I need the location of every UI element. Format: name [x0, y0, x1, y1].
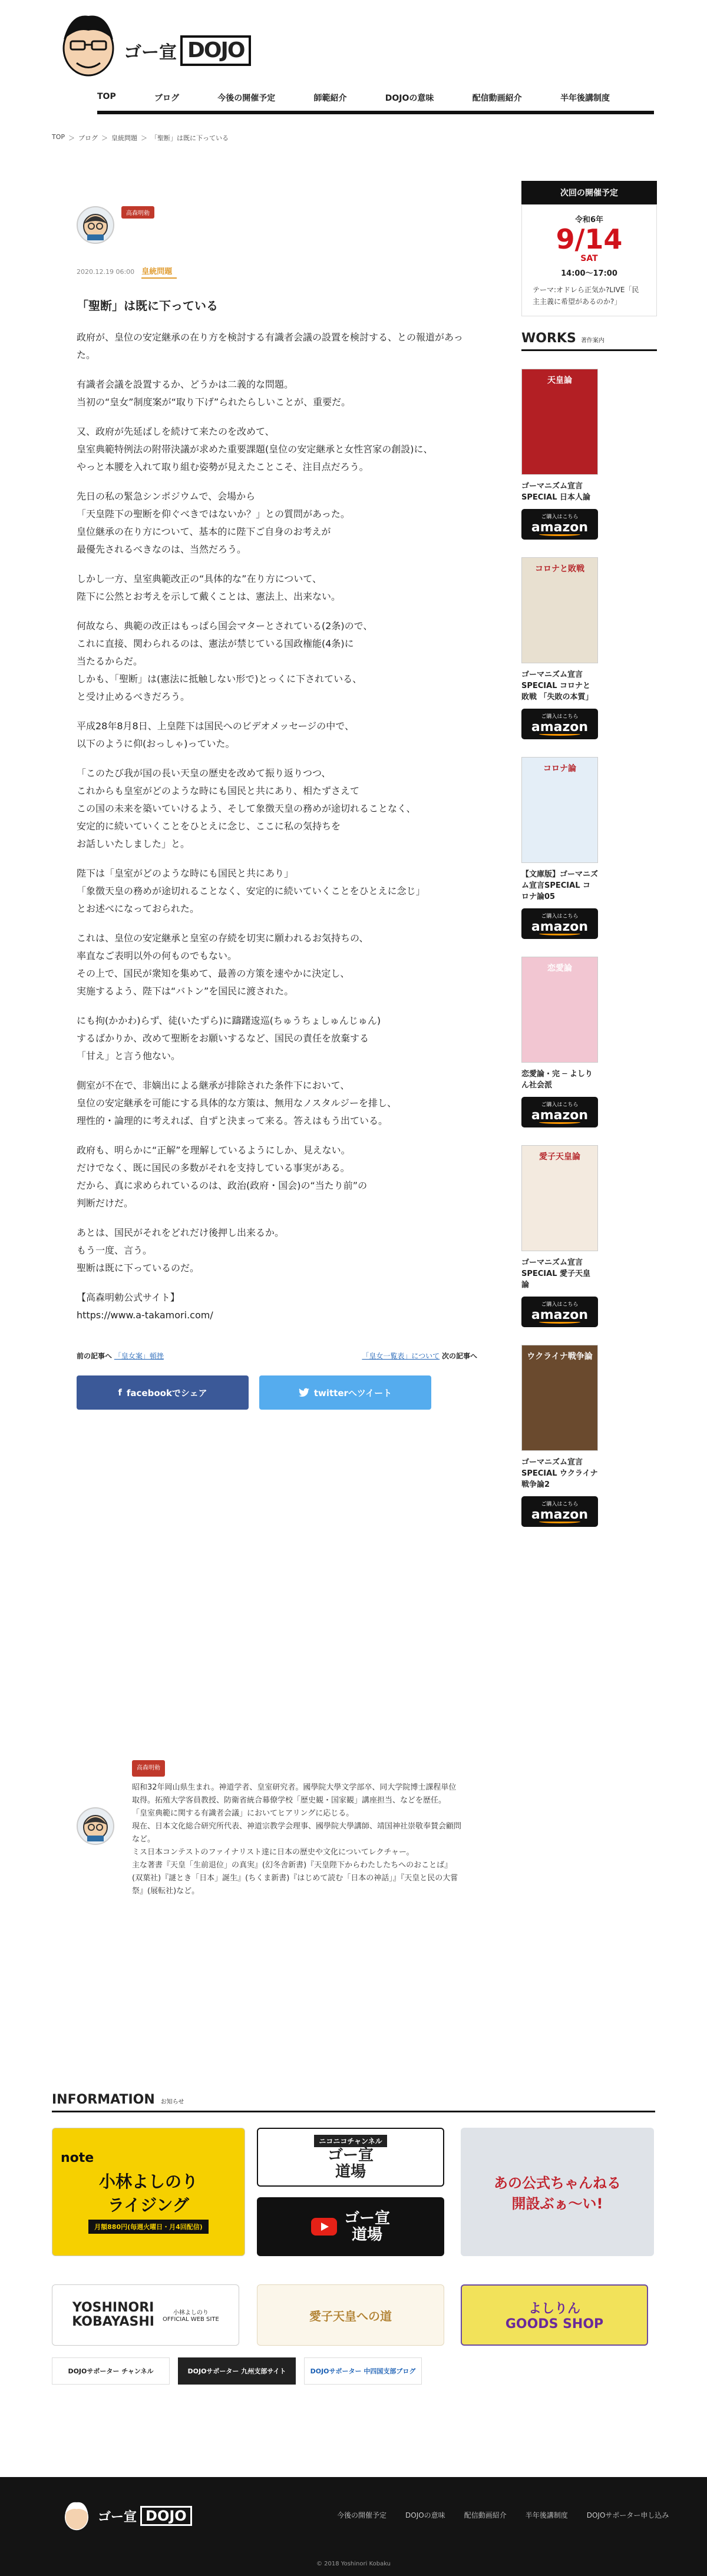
- book-item[interactable]: [521, 957, 598, 1127]
- amazon-label: amazon: [531, 1507, 589, 1522]
- breadcrumb-sep: ＞: [141, 134, 148, 142]
- breadcrumb-sep: ＞: [68, 134, 75, 142]
- site-footer: [0, 2477, 707, 2576]
- breadcrumb: [52, 133, 229, 143]
- twitter-share-label: twitterへツイート: [313, 1387, 392, 1398]
- article: [77, 206, 477, 1410]
- book-item[interactable]: [521, 757, 598, 939]
- paragraph: 又、政府が先延ばしを続けて来たのを改めて、 皇室典範特例法の附帯決議が求めた重要課題(皇位の安定継承と女性宮家の創設)に、 やっと本腰を入れて取り組む姿勢が見えたことこそ、注目点だろう。: [77, 426, 433, 472]
- footer-logo-box: DOJO: [140, 2506, 192, 2526]
- information-title: INFORMATION: [52, 2092, 155, 2107]
- post-body: [77, 329, 477, 1324]
- footer-nav-program[interactable]: 半年後講制度: [525, 2511, 568, 2519]
- nav-program[interactable]: 半年後講制度: [560, 94, 610, 103]
- event-time: 14:00〜17:00: [561, 269, 617, 278]
- note-banner[interactable]: [52, 2128, 245, 2256]
- goods-shop-banner[interactable]: [461, 2284, 648, 2346]
- author-bio: 昭和32年岡山県生まれ。神道学者、皇室研究者。國學院大學文学部卒、同大学院博士課程単位取得。拓殖大学客員教授、防衛省統合幕僚学校「歴史観・国家観」講座担当、などを歴任。 「皇室典範に関する有識者会議」においてヒアリングに応じる。 現在、日本文化総合研究所代表、神道宗教学会理事、國學院大學講師、靖国神社崇敬奉賛会顧問など。 ミス日本コンテストのファイナリスト達に日本の歴史や文化についてレクチャー。 主な著書『天皇「生前退位」の真実』(幻冬舎新書)『天皇陛下からわたしたちへのおことば』(双葉社)『謎とき「日本」誕生』(ちくま新書)『はじめて読む「日本の神話」』『天皇と民の大嘗祭』(展転社)など。: [132, 1783, 462, 1896]
- next-event-box[interactable]: [521, 204, 657, 316]
- book-item[interactable]: [521, 1145, 598, 1327]
- book-cover[interactable]: [521, 757, 598, 863]
- paragraph: 何故なら、典範の改正はもっぱら国会マターとされている(2条)ので、 これに直接、関わられるのは、憲法が禁じている国政権能(4条)に 当たるからだ。 しかも、「聖断」は(憲法に抵触しない形で)とっくに下されている、 と受け止めるべきだろう。: [77, 620, 373, 702]
- paragraph: 政府も、明らかに“正解”を理解しているようにしか、見えない。 だけでなく、既に国民の多数がそれを支持している事実がある。 だから、真に求められているのは、政治(政府・国会)の“当たり前”の 判断だけだ。: [77, 1145, 368, 1209]
- footer-logo-text: ゴー宣: [98, 2509, 137, 2525]
- next-event-heading: 次回の開催予定: [521, 181, 657, 204]
- book-cover-title: コロナ論: [543, 764, 576, 773]
- book-title: ゴーマニズム宣言SPECIAL ウクライナ戦争論2: [521, 1458, 598, 1489]
- aiko-banner[interactable]: [257, 2284, 444, 2346]
- amazon-label: amazon: [531, 1308, 589, 1322]
- nav-instructors[interactable]: 師範紹介: [313, 94, 347, 103]
- amazon-small: ご購入はこちら: [541, 1302, 579, 1308]
- goods-shop-text: よしりん GOODS SHOP: [505, 2301, 604, 2332]
- paragraph: にも拘(かかわ)らず、徒(いたずら)に躊躇逡巡(ちゅうちょしゅんじゅん) するばかりか、改めて聖断をお願いするなど、国民の責任を放棄する 「甘え」と言う他ない。: [77, 1015, 381, 1062]
- paragraph: 先日の私の緊急シンポジウムで、会場から 「天皇陛下の聖断を仰ぐべきではないか？」との質問があった。 皇位継承の在り方について、基本的に陛下ご自身のお考えが 最優先されるべきなのは、当然だろう。: [77, 491, 350, 555]
- post-category[interactable]: 皇統問題: [141, 267, 173, 276]
- logo-box: DOJO: [180, 35, 251, 66]
- book-title: 【文庫版】ゴーマニズム宣言SPECIAL コロナ論05: [521, 870, 599, 901]
- paragraph: 政府が、皇位の安定継承の在り方を検討する有識者会議の設置を検討する、との報道があった。: [77, 332, 463, 361]
- amazon-label: amazon: [531, 720, 589, 735]
- footer-nav: [337, 2510, 669, 2520]
- book-item[interactable]: [521, 369, 598, 540]
- paragraph: 「このたび我が国の長い天皇の歴史を改めて振り返りつつ、 これからも皇室がどのような時にも国民と共にあり、相たずさえて この国の未来を築いていけるよう、そして象徴天皇の務めが途切れることなく、 安定的に続いていくことをひとえに念じ、ここに私の気持ちを お話しいたしました」と。: [77, 768, 416, 849]
- mascot-face-icon: [59, 2498, 94, 2534]
- information-section: [52, 2092, 655, 2385]
- author-name-badge[interactable]: 高森明勅: [132, 1760, 165, 1777]
- book-cover-title: コロナと敗戦: [535, 564, 584, 574]
- works-subtitle: 著作案内: [580, 338, 604, 344]
- copyright: © 2018 Yoshinori Kobaku: [316, 2561, 391, 2567]
- supporter-kyushu-text: DOJOサポーター 九州支部サイト: [187, 2367, 286, 2375]
- amazon-small: ご購入はこちら: [541, 914, 579, 920]
- information-subtitle: お知らせ: [160, 2099, 184, 2105]
- site-header: [0, 0, 707, 118]
- category-underline: [141, 277, 177, 279]
- paragraph: 平成28年8月8日、上皇陛下は国民へのビデオメッセージの中で、 以下のように仰(おっしゃ)っていた。: [77, 720, 354, 749]
- niconico-label: ニコニコチャンネル: [314, 2135, 386, 2147]
- paragraph: 側室が不在で、非嫡出による継承が排除された条件下において、 皇位の安定継承を可能にする具体的な方策は、無用なノスタルジーを排し、 理性的・論理的に考えれば、自ずと決まって来る。答えはもう出ている。: [77, 1080, 397, 1126]
- facebook-share-label: facebookでシェア: [126, 1387, 207, 1398]
- breadcrumb-current: 「聖断」は既に下っている: [151, 134, 229, 142]
- post-navigation: [77, 1351, 477, 1361]
- breadcrumb-sep: ＞: [101, 134, 108, 142]
- book-cover-title: 愛子天皇論: [539, 1152, 580, 1162]
- book-list: [521, 369, 657, 1527]
- nav-blog[interactable]: ブログ: [154, 94, 179, 103]
- footer-logo[interactable]: [59, 2498, 192, 2534]
- amazon-button[interactable]: [521, 509, 598, 540]
- amazon-button[interactable]: [521, 709, 598, 739]
- supporter-kyushu-link[interactable]: [178, 2357, 296, 2385]
- footer-nav-schedule[interactable]: 今後の開催予定: [337, 2511, 387, 2519]
- book-cover-title: 天皇論: [547, 376, 572, 385]
- book-cover[interactable]: [521, 557, 598, 663]
- twitter-bird-icon: [299, 1388, 309, 1397]
- breadcrumb-top[interactable]: TOP: [52, 133, 65, 141]
- book-cover[interactable]: [521, 369, 598, 475]
- works-title: WORKS: [521, 331, 576, 346]
- author-face-icon: [79, 209, 112, 242]
- amazon-arrow-icon: [539, 1520, 580, 1523]
- paragraph: しかし一方、皇室典範改正の“具体的な”在り方について、 陛下に公然とお考えを示して戴くことは、憲法上、出来ない。: [77, 573, 341, 602]
- logo-text: ゴー宣: [124, 42, 177, 63]
- author-avatar[interactable]: [77, 206, 114, 244]
- amazon-arrow-icon: [539, 533, 580, 536]
- amazon-button[interactable]: [521, 908, 598, 939]
- footer-nav-about[interactable]: DOJOの意味: [405, 2511, 445, 2519]
- amazon-arrow-icon: [539, 932, 580, 935]
- global-nav: [97, 88, 610, 107]
- amazon-small: ご購入はこちら: [541, 714, 579, 720]
- post-title: 「聖断」は既に下っている: [77, 299, 218, 313]
- book-title: 恋愛論・完 ─ よしりん社会派: [521, 1070, 593, 1090]
- supporter-channel-link[interactable]: [52, 2357, 170, 2385]
- nav-schedule[interactable]: 今後の開催予定: [217, 94, 276, 103]
- youtube-dojo-banner[interactable]: [257, 2197, 444, 2256]
- official-site-text: 小林よしのり OFFICIAL WEB SITE: [162, 2310, 219, 2323]
- amazon-button[interactable]: [521, 1097, 598, 1127]
- author-profile: [77, 1760, 477, 1898]
- nav-about[interactable]: DOJOの意味: [385, 94, 434, 103]
- niconico-dojo-banner[interactable]: [257, 2128, 444, 2187]
- dojo-logo-text: ゴー宣 道場: [327, 2146, 374, 2181]
- post-date: 2020.12.19 06:00: [77, 268, 135, 276]
- note-title: 小林よしのり ライジング: [98, 2171, 198, 2215]
- amazon-button[interactable]: [521, 1297, 598, 1327]
- amazon-button[interactable]: [521, 1496, 598, 1527]
- prev-post-link[interactable]: 「皇女案」頓挫: [114, 1352, 164, 1360]
- amazon-small: ご購入はこちら: [541, 1502, 579, 1507]
- amazon-label: amazon: [531, 1108, 589, 1123]
- paragraph: 【高森明勅公式サイト】 https://www.a-takamori.com/: [77, 1292, 213, 1321]
- author-badge[interactable]: 高森明勅: [121, 206, 154, 219]
- book-title: ゴーマニズム宣言SPECIAL 日本人論: [521, 482, 591, 502]
- note-price: 月額880円(毎週火曜日・月4回配信): [88, 2220, 209, 2234]
- nav-underline: [97, 111, 654, 114]
- supporter-chushikoku-link[interactable]: [304, 2357, 422, 2385]
- author-avatar-large[interactable]: [77, 1807, 114, 1845]
- event-theme: テーマ:オドレら正気か?LIVE「民主主義に希望があるのか?」: [533, 286, 639, 306]
- book-item[interactable]: [521, 1345, 598, 1527]
- yoshirin-channel-text: あの公式ちゃんねる 開設ぶぁ〜い!: [494, 2175, 621, 2212]
- supporter-chushikoku-text: DOJOサポーター 中四国支部ブログ: [310, 2367, 416, 2375]
- amazon-arrow-icon: [539, 1320, 580, 1324]
- prev-label: 前の記事へ: [77, 1352, 113, 1360]
- book-cover[interactable]: [521, 1145, 598, 1251]
- youtube-icon: [311, 2218, 337, 2236]
- breadcrumb-category[interactable]: 皇統問題: [111, 134, 138, 142]
- book-cover[interactable]: [521, 957, 598, 1063]
- book-title: ゴーマニズム宣言SPECIAL コロナと敗戦 「失敗の本質」: [521, 670, 593, 702]
- mascot-face-icon: [53, 7, 124, 84]
- note-logo: note: [61, 2150, 94, 2165]
- works-heading: [521, 331, 657, 351]
- amazon-small: ご購入はこちら: [541, 514, 579, 520]
- amazon-label: amazon: [531, 520, 589, 535]
- youtube-dojo-text: ゴー宣 道場: [343, 2210, 390, 2244]
- banner-grid: [52, 2128, 655, 2352]
- amazon-label: amazon: [531, 920, 589, 934]
- breadcrumb-blog[interactable]: ブログ: [78, 134, 98, 142]
- yoshinori-logo-text: YOSHINORI KOBAYASHI: [72, 2300, 154, 2329]
- event-weekday: SAT: [580, 254, 598, 263]
- aiko-banner-text: 愛子天皇への道: [309, 2309, 392, 2323]
- book-title: ゴーマニズム宣言SPECIAL 愛子天皇論: [521, 1258, 591, 1289]
- supporter-links: [52, 2357, 655, 2385]
- facebook-icon: f: [118, 1387, 122, 1398]
- book-item[interactable]: [521, 557, 598, 739]
- author-face-icon: [79, 1810, 112, 1843]
- paragraph: これは、皇位の安定継承と皇室の存続を切実に願われるお気持ちの、 率直なご表明以外の何ものでもない。 その上で、国民が衆知を集めて、最善の方策を速やかに決定し、 実施するよう、陛下は“バトン”を国民に渡された。: [77, 932, 369, 997]
- nav-top[interactable]: TOP: [97, 92, 116, 101]
- nav-videos[interactable]: 配信動画紹介: [472, 94, 522, 103]
- next-label: 次の記事へ: [441, 1352, 477, 1360]
- supporter-channel-text: DOJOサポーター チャンネル: [68, 2367, 154, 2375]
- amazon-arrow-icon: [539, 732, 580, 736]
- amazon-arrow-icon: [539, 1120, 580, 1124]
- book-cover[interactable]: [521, 1345, 598, 1451]
- paragraph: 陛下は「皇室がどのような時にも国民と共にあり」 「象徴天皇の務めが途切れることなく、安定的に続いていくことをひとえに念じ」 とお述べになっておられた。: [77, 868, 425, 914]
- event-date: 9/14: [556, 223, 623, 255]
- sidebar: [521, 181, 657, 1527]
- event-era: 令和6年: [574, 216, 604, 224]
- book-cover-title: ウクライナ戦争論: [527, 1352, 593, 1361]
- official-site-banner[interactable]: [52, 2284, 239, 2346]
- site-logo[interactable]: [53, 7, 253, 84]
- footer-nav-videos[interactable]: 配信動画紹介: [464, 2511, 507, 2519]
- book-cover-title: 恋愛論: [547, 964, 572, 973]
- facebook-share-button[interactable]: [77, 1375, 249, 1410]
- next-post-link[interactable]: 「皇女一覧表」について: [362, 1352, 440, 1360]
- yoshirin-channel-banner[interactable]: [461, 2128, 654, 2256]
- twitter-share-button[interactable]: [259, 1375, 431, 1410]
- paragraph: 有識者会議を設置するか、どうかは二義的な問題。 当初の“皇女”制度案が“取り下げ”られたらしいことが、重要だ。: [77, 379, 351, 408]
- amazon-small: ご購入はこちら: [541, 1102, 579, 1108]
- share-buttons: [77, 1375, 477, 1410]
- footer-nav-supporter[interactable]: DOJOサポーター申し込み: [586, 2511, 669, 2519]
- paragraph: あとは、国民がそれをどれだけ後押し出来るか。 もう一度、言う。 聖断は既に下っているのだ。: [77, 1227, 285, 1274]
